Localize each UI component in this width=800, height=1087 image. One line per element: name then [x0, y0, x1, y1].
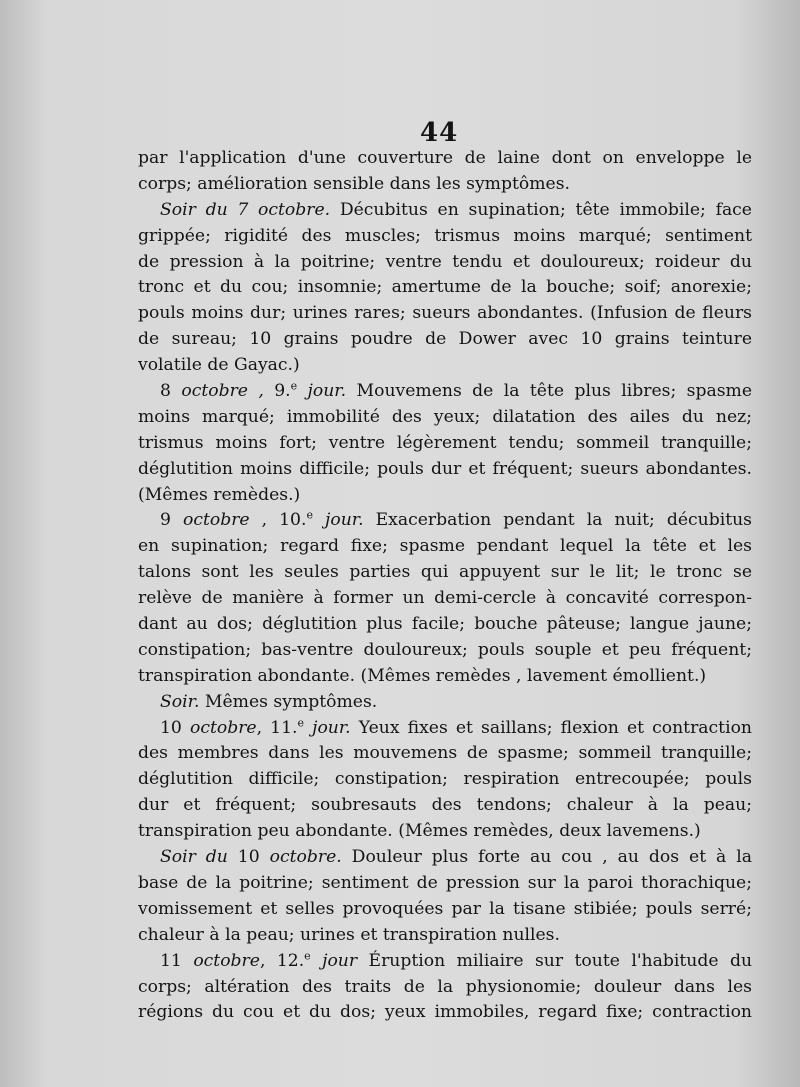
text-span: vomissement et selles provoquées par la tisane stibiée; pouls serré;	[138, 898, 752, 919]
text-span: régions du cou et du dos; yeux immobiles, regard fixe; contraction	[138, 1002, 752, 1023]
italic-text: jour	[310, 950, 358, 971]
text-span: grippée; rigidité des muscles; trismus moins marqué; sentiment	[138, 225, 752, 246]
italic-text: octobre	[193, 950, 260, 971]
italic-text: octobre ,	[181, 381, 275, 402]
text-span: de sureau; 10 grains poudre de Dower avec 10 grains teinture	[138, 329, 752, 350]
text-line	[138, 690, 752, 716]
text-span: 11	[160, 950, 194, 971]
text-span: , 10.	[249, 510, 307, 531]
text-line	[138, 949, 752, 975]
text-line	[138, 431, 752, 457]
text-span: 8	[160, 381, 182, 402]
text-line	[138, 508, 752, 534]
italic-text: Soir.	[160, 691, 200, 712]
text-line	[138, 457, 752, 483]
text-span: corps; amélioration sensible dans les symptômes.	[138, 173, 570, 194]
text-line	[138, 198, 752, 224]
text-line	[138, 716, 752, 742]
text-span: base de la poitrine; sentiment de pression sur la paroi thorachique;	[138, 872, 752, 893]
text-span: , 11.	[256, 717, 298, 738]
italic-text: octobre	[189, 717, 257, 738]
text-span: transpiration abondante. (Mêmes remèdes , lavement émollient.)	[138, 665, 707, 686]
italic-text: octobre	[182, 510, 250, 531]
text-span: transpiration peu abondante. (Mêmes remèdes, deux lavemens.)	[138, 821, 701, 842]
text-span: Douleur plus forte au cou , au dos et à la	[341, 847, 752, 868]
text-span: chaleur à la peau; urines et transpiration nulles.	[138, 924, 560, 945]
text-line	[138, 975, 752, 1001]
body-text	[138, 146, 752, 1026]
text-span: volatile de Gayac.)	[138, 355, 300, 376]
italic-text: octobre.	[269, 847, 342, 868]
text-line	[138, 741, 752, 767]
text-line	[138, 483, 752, 509]
superscript: e	[290, 379, 298, 393]
text-span: dur et fréquent; soubresauts des tendons; chaleur à la peau;	[138, 795, 752, 816]
text-span: constipation; bas-ventre douloureux; pouls souple et peu fréquent;	[138, 639, 752, 660]
text-span: relève de manière à former un demi-cercle à concavité correspon-	[138, 588, 752, 609]
text-line	[138, 250, 752, 276]
text-line	[138, 897, 752, 923]
text-line	[138, 224, 752, 250]
text-line	[138, 405, 752, 431]
text-span: tronc et du cou; insomnie; amertume de la bouche; soif; anorexie;	[138, 277, 752, 298]
text-span: 9.	[274, 381, 291, 402]
text-line	[138, 664, 752, 690]
text-line	[138, 819, 752, 845]
text-span: 10	[160, 717, 190, 738]
text-span: 10	[227, 847, 270, 868]
text-line	[138, 1000, 752, 1026]
text-line	[138, 275, 752, 301]
text-span: par l'application d'une couverture de laine dont on enveloppe le	[138, 148, 752, 168]
text-span: pouls moins dur; urines rares; sueurs abondantes. (Infusion de fleurs	[138, 303, 752, 324]
italic-text: Soir du 7 octobre.	[160, 199, 331, 220]
text-line	[138, 612, 752, 638]
text-span: corps; altération des traits de la physionomie; douleur dans les	[138, 976, 752, 997]
page-number: 44	[420, 118, 459, 148]
text-span: Décubitus en supination; tête immobile; face	[330, 199, 752, 220]
italic-text: jour.	[304, 717, 351, 738]
text-line	[138, 845, 752, 871]
text-line	[138, 146, 752, 172]
text-span: talons sont les seules parties qui appuyent sur le lit; le tronc se	[138, 562, 752, 583]
italic-text: jour.	[312, 510, 364, 531]
superscript: e	[304, 948, 311, 962]
text-span: Mêmes symptômes.	[199, 691, 378, 712]
italic-text: Soir du	[160, 847, 228, 868]
text-span: , 12.	[259, 950, 305, 971]
text-line	[138, 534, 752, 560]
text-span: moins marqué; immobilité des yeux; dilatation des ailes du nez;	[138, 406, 752, 427]
text-span: trismus moins fort; ventre légèrement tendu; sommeil tranquille;	[138, 432, 752, 453]
text-span: déglutition difficile; constipation; respiration entrecoupée; pouls	[138, 769, 752, 790]
text-line	[138, 560, 752, 586]
text-span: Exacerbation pendant la nuit; décubitus	[363, 510, 752, 531]
text-span: 9	[160, 510, 183, 531]
italic-text: jour.	[297, 381, 347, 402]
superscript: e	[297, 715, 305, 729]
text-span: (Mêmes remèdes.)	[138, 484, 301, 505]
text-span: déglutition moins difficile; pouls dur et fréquent; sueurs abondantes.	[138, 458, 752, 479]
text-line	[138, 301, 752, 327]
text-span: des membres dans les mouvemens de spasme; sommeil tranquille;	[138, 743, 752, 764]
text-span: en supination; regard fixe; spasme pendant lequel la tête et les	[138, 536, 752, 557]
text-line	[138, 172, 752, 198]
text-line	[138, 586, 752, 612]
text-line	[138, 327, 752, 353]
text-line	[138, 923, 752, 949]
text-line	[138, 793, 752, 819]
text-span: Mouvemens de la tête plus libres; spasme	[346, 381, 752, 402]
text-line	[138, 767, 752, 793]
text-line	[138, 379, 752, 405]
text-span: de pression à la poitrine; ventre tendu et douloureux; roideur du	[138, 251, 752, 272]
text-line	[138, 638, 752, 664]
superscript: e	[306, 508, 313, 522]
text-line	[138, 871, 752, 897]
text-span: dant au dos; déglutition plus facile; bouche pâteuse; langue jaune;	[138, 614, 752, 635]
text-span: Yeux fixes et saillans; flexion et contraction	[350, 717, 752, 738]
text-line	[138, 353, 752, 379]
text-span: Éruption miliaire sur toute l'habitude du	[357, 950, 752, 971]
